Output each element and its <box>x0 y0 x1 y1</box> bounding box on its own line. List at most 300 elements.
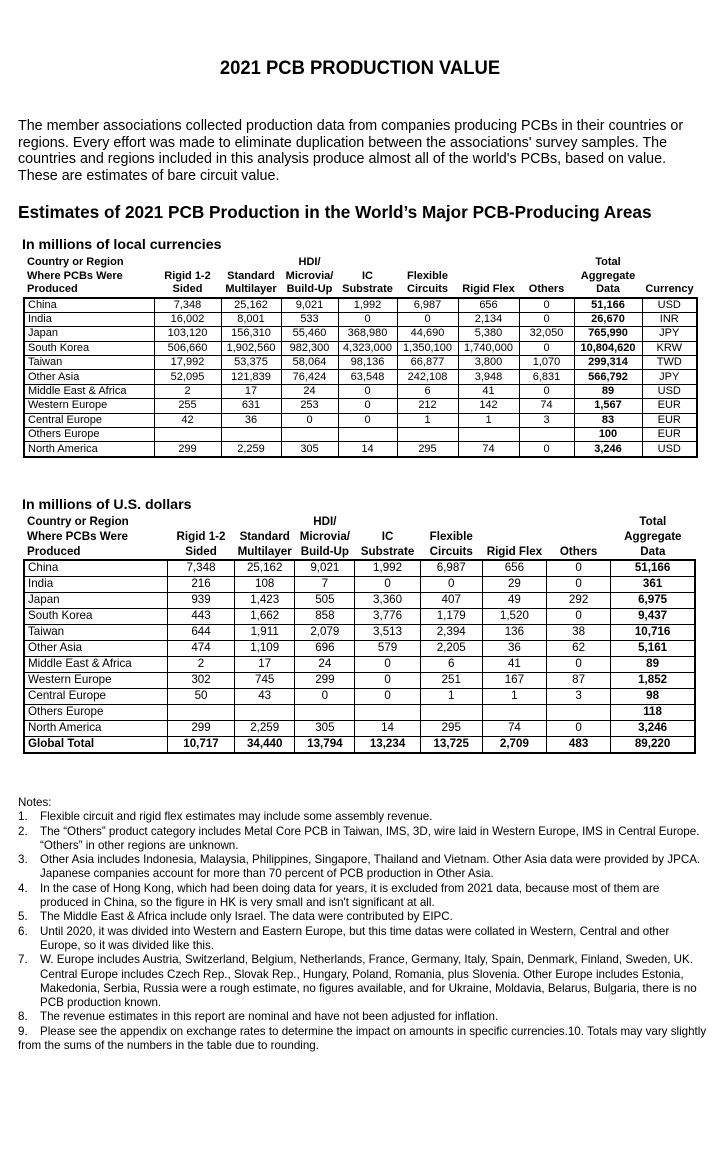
value-cell: 0 <box>547 721 611 737</box>
value-cell: 305 <box>281 442 338 457</box>
value-cell: 3,948 <box>458 370 519 384</box>
value-cell <box>295 705 355 721</box>
note-text: W. Europe includes Austria, Switzerland, Belgium, Netherlands, France, Germany, Italy, Spain, Denmark, Finland, Sweden, UK. Central Europe includes Czech Rep., Slovak Rep., Hungary, Poland, Romania, plus Slovenia. Other Europe includes Estonia, Makedonia, Serbia, Russia were a rough estimate, no figures available, and for Ukraine, Moldavia, Belarus, Bulgaria, there is no PCB production known. <box>40 953 697 1010</box>
column-header: Rigid Flex <box>462 283 515 295</box>
note-item <box>18 925 708 954</box>
value-cell: 17 <box>221 384 281 398</box>
value-cell: 242,108 <box>397 370 458 384</box>
value-cell: 251 <box>420 673 482 689</box>
value-cell: 0 <box>338 399 397 413</box>
value-cell: 1 <box>397 413 458 427</box>
region-cell: Japan <box>24 593 167 609</box>
column-header <box>642 270 697 284</box>
column-header: Others <box>559 545 598 558</box>
column-header: Total <box>639 515 667 528</box>
global-total-cell: 13,794 <box>295 737 355 754</box>
table-row <box>24 356 697 370</box>
note-number: 6. <box>18 924 28 938</box>
value-cell: INR <box>642 312 697 326</box>
note-item <box>18 825 708 854</box>
note-number: 5. <box>18 910 28 924</box>
value-cell <box>154 428 221 442</box>
value-cell: 3 <box>547 689 611 705</box>
value-cell: 0 <box>547 577 611 593</box>
value-cell: 253 <box>281 399 338 413</box>
column-header: Multilayer <box>237 545 292 558</box>
value-cell: JPY <box>642 370 697 384</box>
global-total-cell: 2,709 <box>482 737 546 754</box>
value-cell: 25,162 <box>221 298 281 313</box>
value-cell: 1,662 <box>235 609 295 625</box>
value-cell: 58,064 <box>281 356 338 370</box>
column-header: IC <box>381 530 394 543</box>
total-cell: 118 <box>611 705 695 721</box>
column-header: Multilayer <box>225 283 277 295</box>
global-total-cell: 13,234 <box>355 737 420 754</box>
note-item <box>18 1010 708 1024</box>
region-cell: Others Europe <box>24 705 167 721</box>
value-cell: 7,348 <box>167 560 234 577</box>
column-header <box>458 256 519 270</box>
table-row <box>24 442 697 457</box>
region-cell: India <box>24 312 154 326</box>
note-text: Please see the appendix on exchange rates to determine the impact on amounts in specific currencies.10. Totals may vary slightly from the sums of the numbers in the table due to rounding. <box>18 1024 707 1053</box>
value-cell: 6 <box>397 384 458 398</box>
global-total-label: Global Total <box>24 737 167 754</box>
column-header <box>458 270 519 284</box>
region-cell: Taiwan <box>24 625 167 641</box>
value-cell <box>519 428 574 442</box>
value-cell: 3 <box>519 413 574 427</box>
note-number: 1. <box>18 810 28 824</box>
value-cell: 6,831 <box>519 370 574 384</box>
column-header: Sided <box>172 283 203 295</box>
value-cell: 299 <box>295 673 355 689</box>
column-header: Aggregate <box>580 269 636 282</box>
note-item <box>18 882 708 911</box>
value-cell: USD <box>642 384 697 398</box>
column-header: Aggregate <box>624 530 682 543</box>
column-header: Flexible <box>429 530 473 543</box>
value-cell: 36 <box>221 413 281 427</box>
total-cell: 10,716 <box>611 625 695 641</box>
total-cell: 3,246 <box>574 442 642 457</box>
value-cell: 1 <box>458 413 519 427</box>
note-text: The Middle East & Africa include only Israel. The data were contributed by EIPC. <box>40 910 453 924</box>
column-header <box>519 270 574 284</box>
table-row <box>24 298 697 313</box>
value-cell: 3,776 <box>355 609 420 625</box>
notes-section <box>18 796 708 1053</box>
value-cell: 696 <box>295 641 355 657</box>
total-cell: 1,567 <box>574 399 642 413</box>
section-heading: Estimates of 2021 PCB Production in the World’s Major PCB-Producing Areas <box>18 202 652 222</box>
value-cell <box>397 428 458 442</box>
value-cell: 103,120 <box>154 327 221 341</box>
value-cell: 0 <box>355 657 420 673</box>
header-row <box>24 544 695 560</box>
value-cell: USD <box>642 442 697 457</box>
total-cell: 5,161 <box>611 641 695 657</box>
total-cell: 98 <box>611 689 695 705</box>
total-cell: 10,804,620 <box>574 341 642 355</box>
value-cell <box>221 428 281 442</box>
total-cell: 83 <box>574 413 642 427</box>
value-cell: 0 <box>519 341 574 355</box>
value-cell: 939 <box>167 593 234 609</box>
column-header <box>338 256 397 270</box>
value-cell: 407 <box>420 593 482 609</box>
header-row <box>24 283 697 298</box>
value-cell: 50 <box>167 689 234 705</box>
value-cell: 142 <box>458 399 519 413</box>
total-cell: 566,792 <box>574 370 642 384</box>
value-cell: 16,002 <box>154 312 221 326</box>
value-cell: 1,070 <box>519 356 574 370</box>
column-header: Currency <box>645 283 694 295</box>
column-header: Rigid 1-2 <box>176 530 226 543</box>
column-header: HDI/ <box>313 515 337 528</box>
total-cell: 361 <box>611 577 695 593</box>
value-cell: 2,259 <box>235 721 295 737</box>
local-currency-caption: In millions of local currencies <box>22 237 222 253</box>
value-cell <box>482 705 546 721</box>
table-row <box>24 641 695 657</box>
global-total-row <box>24 737 695 754</box>
value-cell: 0 <box>547 657 611 673</box>
note-number: 7. <box>18 953 28 967</box>
value-cell: 6 <box>420 657 482 673</box>
column-header: Produced <box>27 283 78 295</box>
value-cell: 0 <box>355 673 420 689</box>
value-cell: 62 <box>547 641 611 657</box>
value-cell: 2,079 <box>295 625 355 641</box>
region-cell: Western Europe <box>24 673 167 689</box>
value-cell: 295 <box>420 721 482 737</box>
note-text: The revenue estimates in this report are nominal and have not been adjusted for inflation. <box>40 1010 499 1024</box>
value-cell: 533 <box>281 312 338 326</box>
value-cell: 36 <box>482 641 546 657</box>
column-header: Standard <box>239 530 290 543</box>
value-cell: 167 <box>482 673 546 689</box>
value-cell: 121,839 <box>221 370 281 384</box>
region-cell: Other Asia <box>24 370 154 384</box>
table-row <box>24 721 695 737</box>
value-cell: 0 <box>295 689 355 705</box>
column-header <box>397 256 458 270</box>
region-cell: Japan <box>24 327 154 341</box>
value-cell: 136 <box>482 625 546 641</box>
value-cell: EUR <box>642 399 697 413</box>
note-item <box>18 1025 708 1054</box>
region-cell: Taiwan <box>24 356 154 370</box>
region-cell: China <box>24 560 167 577</box>
value-cell: 0 <box>338 413 397 427</box>
column-header: Build-Up <box>300 545 350 558</box>
value-cell: 74 <box>519 399 574 413</box>
column-header: Sided <box>185 545 217 558</box>
value-cell <box>281 428 338 442</box>
total-cell: 765,990 <box>574 327 642 341</box>
value-cell: 0 <box>338 384 397 398</box>
column-header: Circuits <box>429 545 473 558</box>
value-cell: 7 <box>295 577 355 593</box>
header-row <box>24 529 695 544</box>
value-cell: 656 <box>482 560 546 577</box>
header-row <box>24 256 697 270</box>
table-row <box>24 384 697 398</box>
value-cell: 38 <box>547 625 611 641</box>
value-cell: 55,460 <box>281 327 338 341</box>
column-header: Country or Region <box>27 256 124 268</box>
value-cell: USD <box>642 298 697 313</box>
value-cell: 299 <box>167 721 234 737</box>
note-number: 2. <box>18 824 28 838</box>
value-cell: 53,375 <box>221 356 281 370</box>
note-item <box>18 853 708 882</box>
value-cell: 1,740,000 <box>458 341 519 355</box>
value-cell: 1,520 <box>482 609 546 625</box>
value-cell: 1 <box>482 689 546 705</box>
value-cell: 2,205 <box>420 641 482 657</box>
value-cell: 1 <box>420 689 482 705</box>
value-cell: 41 <box>482 657 546 673</box>
value-cell: 292 <box>547 593 611 609</box>
value-cell: JPY <box>642 327 697 341</box>
value-cell: 505 <box>295 593 355 609</box>
value-cell: 0 <box>281 413 338 427</box>
value-cell: 1,179 <box>420 609 482 625</box>
column-header <box>519 256 574 270</box>
table-row <box>24 341 697 355</box>
value-cell: 156,310 <box>221 327 281 341</box>
column-header: Where PCBs Were <box>27 269 123 282</box>
column-header <box>547 514 611 529</box>
region-cell: Middle East & Africa <box>24 657 167 673</box>
column-header: IC <box>362 269 373 282</box>
total-cell: 26,670 <box>574 312 642 326</box>
total-cell: 6,975 <box>611 593 695 609</box>
column-header: Flexible <box>407 269 448 282</box>
value-cell: 17,992 <box>154 356 221 370</box>
region-cell: China <box>24 298 154 313</box>
value-cell: 0 <box>355 689 420 705</box>
region-cell: Other Asia <box>24 641 167 657</box>
value-cell: 2,134 <box>458 312 519 326</box>
note-item <box>18 953 708 1010</box>
value-cell: 0 <box>519 384 574 398</box>
table-row <box>24 577 695 593</box>
value-cell: 8,001 <box>221 312 281 326</box>
value-cell: 368,980 <box>338 327 397 341</box>
value-cell: 87 <box>547 673 611 689</box>
value-cell: 0 <box>547 560 611 577</box>
value-cell: 2,259 <box>221 442 281 457</box>
value-cell: 1,911 <box>235 625 295 641</box>
value-cell: 0 <box>420 577 482 593</box>
region-cell: Western Europe <box>24 399 154 413</box>
value-cell: 443 <box>167 609 234 625</box>
value-cell: 745 <box>235 673 295 689</box>
value-cell: 74 <box>458 442 519 457</box>
column-header: Total <box>595 256 621 268</box>
region-cell: North America <box>24 442 154 457</box>
column-header: Data <box>596 283 620 295</box>
note-text: Flexible circuit and rigid flex estimates may include some assembly revenue. <box>40 810 433 824</box>
total-cell: 3,246 <box>611 721 695 737</box>
value-cell: KRW <box>642 341 697 355</box>
value-cell <box>355 705 420 721</box>
value-cell <box>458 428 519 442</box>
value-cell: 656 <box>458 298 519 313</box>
usd-table <box>23 514 696 754</box>
column-header: Where PCBs Were <box>27 530 128 543</box>
value-cell: 0 <box>355 577 420 593</box>
note-text: Until 2020, it was divided into Western and Eastern Europe, but this time datas were collated in Western, Central and other Europe, so it was divided like this. <box>40 924 670 952</box>
value-cell: 24 <box>281 384 338 398</box>
value-cell <box>167 705 234 721</box>
total-cell: 9,437 <box>611 609 695 625</box>
value-cell: 299 <box>154 442 221 457</box>
value-cell: EUR <box>642 428 697 442</box>
value-cell: 0 <box>397 312 458 326</box>
value-cell <box>338 428 397 442</box>
local-currency-table <box>23 256 698 458</box>
table-row <box>24 609 695 625</box>
value-cell: 506,660 <box>154 341 221 355</box>
value-cell: 0 <box>547 609 611 625</box>
value-cell: 0 <box>338 312 397 326</box>
total-cell: 89 <box>574 384 642 398</box>
global-total-cell: 10,717 <box>167 737 234 754</box>
value-cell: 63,548 <box>338 370 397 384</box>
column-header <box>547 529 611 544</box>
total-cell: 89 <box>611 657 695 673</box>
global-total-cell: 34,440 <box>235 737 295 754</box>
value-cell: 1,109 <box>235 641 295 657</box>
value-cell: 9,021 <box>281 298 338 313</box>
column-header: Substrate <box>360 545 415 558</box>
value-cell: 14 <box>338 442 397 457</box>
value-cell: 295 <box>397 442 458 457</box>
column-header: Standard <box>227 269 275 282</box>
column-header: Data <box>640 545 666 558</box>
value-cell: 6,987 <box>420 560 482 577</box>
note-number: 9. <box>18 1024 28 1038</box>
value-cell: 858 <box>295 609 355 625</box>
table-row <box>24 625 695 641</box>
value-cell: 98,136 <box>338 356 397 370</box>
value-cell: EUR <box>642 413 697 427</box>
value-cell: 49 <box>482 593 546 609</box>
value-cell: 3,513 <box>355 625 420 641</box>
column-header <box>221 256 281 270</box>
value-cell: 2,394 <box>420 625 482 641</box>
value-cell: 7,348 <box>154 298 221 313</box>
value-cell: 32,050 <box>519 327 574 341</box>
total-cell: 51,166 <box>611 560 695 577</box>
intro-paragraph: The member associations collected production data from companies producing PCBs in their countries or regions. Every effort was made to eliminate duplication between the associations' survey samples. The countries and regions included in this analysis produce almost all of the world's PCBs, based on value. These are estimates of bare circuit value. <box>18 118 684 184</box>
region-cell: India <box>24 577 167 593</box>
value-cell: 216 <box>167 577 234 593</box>
value-cell: 9,021 <box>295 560 355 577</box>
table-row <box>24 413 697 427</box>
table-row <box>24 312 697 326</box>
notes-list <box>18 810 708 1053</box>
total-cell: 51,166 <box>574 298 642 313</box>
column-header: Microvia/ <box>299 530 350 543</box>
value-cell: 29 <box>482 577 546 593</box>
value-cell: 0 <box>519 442 574 457</box>
value-cell: 6,987 <box>397 298 458 313</box>
value-cell: 3,800 <box>458 356 519 370</box>
column-header: Produced <box>27 545 81 558</box>
note-number: 3. <box>18 853 28 867</box>
value-cell: 579 <box>355 641 420 657</box>
region-cell: Others Europe <box>24 428 154 442</box>
header-row <box>24 514 695 529</box>
column-header: Country or Region <box>27 515 129 528</box>
table-row <box>24 560 695 577</box>
value-cell <box>547 705 611 721</box>
value-cell: 2 <box>167 657 234 673</box>
region-cell: Middle East & Africa <box>24 384 154 398</box>
table-row <box>24 673 695 689</box>
value-cell: 1,992 <box>355 560 420 577</box>
region-cell: North America <box>24 721 167 737</box>
value-cell: 43 <box>235 689 295 705</box>
value-cell: 41 <box>458 384 519 398</box>
global-total-cell: 483 <box>547 737 611 754</box>
page-title: 2021 PCB PRODUCTION VALUE <box>219 58 501 79</box>
value-cell: 255 <box>154 399 221 413</box>
total-cell: 299,314 <box>574 356 642 370</box>
header-row <box>24 270 697 284</box>
table-row <box>24 689 695 705</box>
column-header <box>167 514 234 529</box>
value-cell: TWD <box>642 356 697 370</box>
value-cell: 0 <box>519 298 574 313</box>
column-header: Rigid Flex <box>486 545 543 558</box>
value-cell: 14 <box>355 721 420 737</box>
value-cell: 1,350,100 <box>397 341 458 355</box>
column-header: Circuits <box>407 283 448 295</box>
table-row <box>24 657 695 673</box>
note-text: The “Others” product category includes Metal Core PCB in Taiwan, IMS, 3D, wire laid in Western Europe, IMS in Central Europe. “Others” in other regions are unknown. <box>40 824 700 852</box>
value-cell: 24 <box>295 657 355 673</box>
value-cell: 982,300 <box>281 341 338 355</box>
value-cell: 52,095 <box>154 370 221 384</box>
value-cell: 0 <box>519 312 574 326</box>
value-cell: 631 <box>221 399 281 413</box>
table-row <box>24 399 697 413</box>
total-cell: 1,852 <box>611 673 695 689</box>
value-cell: 25,162 <box>235 560 295 577</box>
column-header <box>482 529 546 544</box>
table-row <box>24 428 697 442</box>
note-text: Other Asia includes Indonesia, Malaysia, Philippines, Singapore, Thailand and Vietnam. Other Asia data were provided by JPCA. Japanese companies account for more than 70 percent of PCB production in Other Asia. <box>40 853 701 881</box>
value-cell: 2 <box>154 384 221 398</box>
region-cell: Central Europe <box>24 413 154 427</box>
usd-caption: In millions of U.S. dollars <box>22 497 192 513</box>
global-total-cell: 13,725 <box>420 737 482 754</box>
value-cell: 17 <box>235 657 295 673</box>
column-header: Rigid 1-2 <box>164 269 211 282</box>
value-cell: 1,902,560 <box>221 341 281 355</box>
column-header: HDI/ <box>298 256 321 268</box>
value-cell: 644 <box>167 625 234 641</box>
value-cell: 302 <box>167 673 234 689</box>
